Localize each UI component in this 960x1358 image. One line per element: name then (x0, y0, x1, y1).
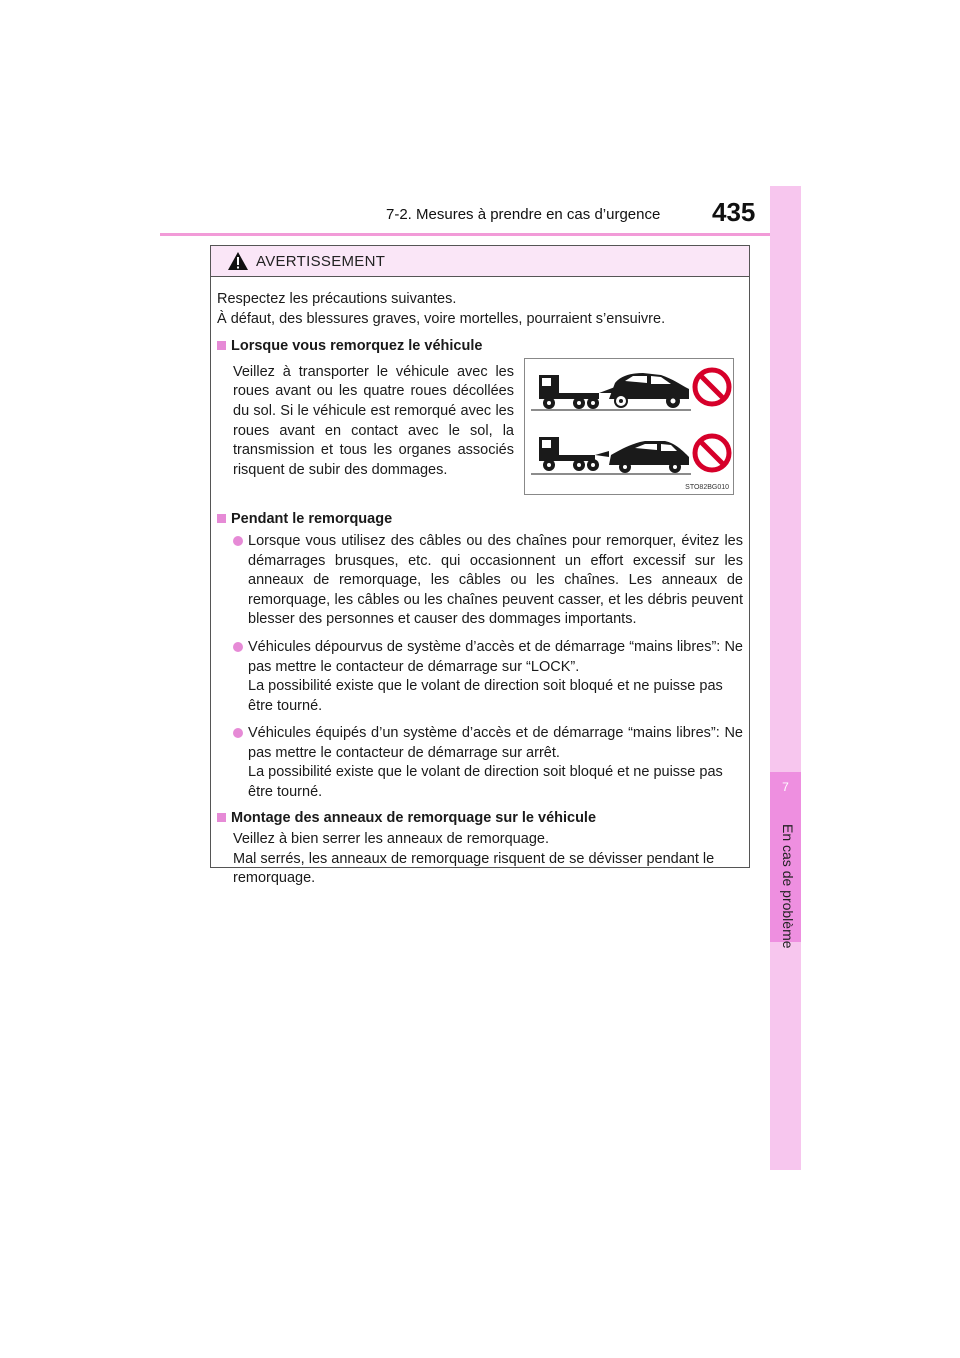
section-title: 7-2. Mesures à prendre en cas d’urgence (386, 206, 661, 223)
section-heading-towing: Lorsque vous remorquez le véhicule (217, 337, 743, 357)
square-bullet-icon (217, 514, 226, 523)
round-bullet-icon (233, 728, 243, 738)
square-bullet-icon (217, 341, 226, 350)
section-heading-tow-eyelet: Montage des anneaux de remorquage sur le véhicule (217, 809, 743, 829)
warning-header (211, 246, 749, 277)
towing-illustration (524, 358, 734, 495)
page-number: 435 (712, 197, 756, 227)
square-bullet-icon (217, 813, 226, 822)
intro-line-1: Respectez les précautions suivantes. (217, 291, 457, 307)
warning-title: AVERTISSEMENT (256, 252, 386, 270)
list-item: Véhicules équipés d’un système d’accès et de démarrage “mains libres”: Ne pas mettre le contacteur de démarrage sur arrêt. La possibilité existe que le volant de direction soit bloqué et ne puisse pas être tourné. (217, 724, 743, 802)
list-item: Véhicules dépourvus de système d’accès et de démarrage “mains libres”: Ne pas mettre le contacteur de démarrage sur “LOCK”. La possibilité existe que le volant de direction soit bloqué et ne puisse pas être tourné. (217, 638, 743, 716)
chapter-side-tab (770, 186, 801, 1170)
figure-label: STO82BG010 (685, 484, 729, 491)
section-heading-during-towing: Pendant le remorquage (217, 510, 743, 530)
chapter-title: En cas de problème (780, 824, 796, 949)
warning-box (210, 245, 750, 887)
warning-triangle-icon (227, 251, 249, 271)
round-bullet-icon (233, 642, 243, 652)
tow-eyelet-text: Veillez à bien serrer les anneaux de remorquage. Mal serrés, les anneaux de remorquage risquent de se dévisser pendant le remorquage. (233, 831, 715, 887)
header-rule (160, 233, 800, 236)
round-bullet-icon (233, 536, 243, 546)
list-item: Lorsque vous utilisez des câbles ou des chaînes pour remorquer, évitez les démarrages brusques, etc. qui occasionnent un effort excessif sur les anneaux de remorquage, les câbles ou les chaînes. Les anneaux de remorquage, les câbles ou les chaînes peuvent casser, et les débris peuvent blesser des personnes et causer des dommages importants. (217, 532, 743, 630)
chapter-number: 7 (782, 780, 789, 794)
towing-text: Veillez à transporter le véhicule avec les roues avant ou les quatre roues décollées du sol. Si le véhicule est remorqué avec les roues avant en contact avec le sol, la transmission et tous les organes associés risquent de subir des dommages. (233, 363, 514, 478)
towing-prohibited-icon (525, 359, 733, 494)
intro-line-2: À défaut, des blessures graves, voire mortelles, pourraient s’ensuivre. (217, 310, 666, 327)
